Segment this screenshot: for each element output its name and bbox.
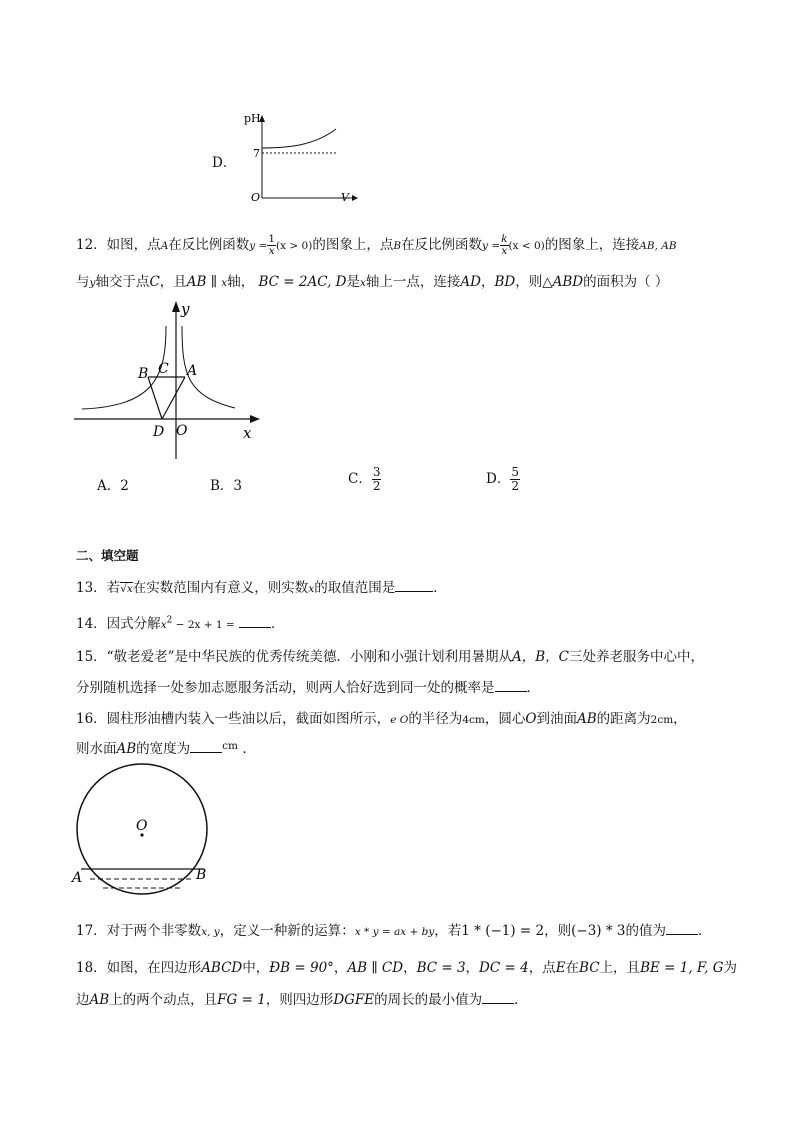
q13-text: 的取值范围是 (314, 580, 396, 596)
q18-text: ，点 (528, 960, 556, 976)
sqrt-expr: √x (120, 583, 133, 595)
answer-blank[interactable] (666, 922, 698, 935)
q16-line2 (76, 737, 256, 757)
q12-fig-a: A (187, 363, 198, 379)
segment-bd: BD (494, 274, 516, 290)
q15-text: 三处养老服务中心中， (568, 649, 704, 665)
q11-ph-graph (240, 110, 370, 210)
option-c-den: 2 (372, 479, 381, 493)
q16-text: ， (673, 711, 687, 727)
eq2-condition: (x < 0) (508, 240, 545, 252)
eq1-lhs: y = (249, 240, 268, 252)
q13-end: ． (433, 580, 447, 596)
eq2-den: x (501, 245, 508, 257)
q16-text: 的半径为 (408, 711, 463, 727)
q12-line2 (76, 270, 668, 290)
q17-text: 的值为 (625, 923, 666, 939)
q12-text: ，则 (515, 274, 543, 290)
q13 (76, 576, 447, 596)
answer-blank[interactable] (190, 740, 222, 753)
eq1-condition: (x > 0) (276, 240, 313, 252)
q15-line2 (76, 676, 540, 696)
eq2-lhs: y = (482, 240, 501, 252)
q18-text: 18．如图，在四边形 (76, 960, 202, 976)
q15-text: 分别随机选择一处参加志愿服务活动，则两人恰好选到同一处的概率是 (76, 680, 495, 696)
eq2-fraction (500, 234, 508, 257)
q12-text: 轴上一点，连接 (365, 274, 461, 290)
eq1-num: 1 (268, 233, 276, 245)
q18-text: 上的两个动点，且 (109, 992, 218, 1008)
answer-blank[interactable] (395, 579, 433, 592)
q18-text: ， (403, 960, 417, 976)
circle-o: e O (390, 714, 409, 726)
segment-ab: AB (576, 711, 597, 727)
parallel-expr: AB ∥ CD (347, 960, 404, 976)
q12-option-b[interactable]: B．3 (210, 478, 243, 494)
q13-text: 在实数范围内有意义，则实数 (132, 580, 309, 596)
q13-text: 13．若 (76, 580, 121, 596)
q12-fig-y: y (181, 300, 190, 318)
q15-letters: A，B，C (511, 649, 569, 665)
expr-sup: 2 (166, 615, 173, 626)
q17-text: ，若 (434, 923, 462, 939)
be-value: BE = 1, F, G (640, 960, 724, 976)
q12-option-a[interactable]: A．2 (97, 478, 129, 494)
q12-text: 的图象上，点 (312, 237, 394, 253)
q12-text: 轴交于点 (95, 274, 150, 290)
q16-fig-b: B (196, 867, 207, 883)
q12-fig-d: D (153, 424, 165, 440)
quad-dgfe: DGFE (333, 992, 375, 1008)
parallel-expr: AB ∥ (186, 274, 217, 290)
answer-blank[interactable] (495, 679, 527, 692)
q14-text: 14．因式分解 (76, 616, 161, 632)
q16-line1 (76, 707, 687, 727)
q15-text: 15．“敬老爱老”是中华民族的优秀传统美德．小刚和小强计划利用暑期从 (76, 649, 512, 665)
distance: 2cm (650, 714, 674, 726)
q12-text: 的面积为（ ） (583, 274, 669, 290)
bc-equation: BC = 2AC, D (258, 274, 347, 290)
x-var: x (308, 583, 315, 595)
q18-text: 上，且 (599, 960, 641, 976)
expr-x: x (160, 619, 167, 631)
q18-text: 为 (723, 960, 738, 976)
q11-y-axis-label: pH (244, 112, 261, 125)
point-a: A (160, 240, 169, 252)
point-b: B (393, 240, 402, 252)
q17-text: 17．对于两个非零数 (76, 923, 202, 939)
section-title: 二、填空题 (76, 548, 139, 563)
q12-text: ， (481, 274, 495, 290)
segment-ad: AD (460, 274, 481, 290)
option-d-fraction (510, 466, 520, 493)
q11-x-axis-label: V (341, 191, 349, 204)
option-d-den: 2 (511, 479, 519, 493)
q18-end: ． (514, 992, 528, 1008)
q16-circle-figure (70, 762, 220, 897)
q11-tick-7: 7 (253, 147, 260, 160)
segment-ab: AB (89, 992, 110, 1008)
q18-text: ，则四边形 (265, 992, 334, 1008)
q12-fig-b: B (138, 366, 149, 382)
q16-text: 到油面 (536, 711, 577, 727)
q12-text: 是 (346, 274, 360, 290)
angle-b: ÐB = 90° (269, 960, 334, 976)
option-c-fraction (372, 466, 382, 493)
q16-end: ． (242, 741, 256, 757)
q14 (76, 612, 285, 632)
q18-text: ， (465, 960, 480, 976)
expr-rest: − 2x + 1 = (172, 619, 235, 631)
q17-text: ，则 (544, 923, 572, 939)
xy-vars: x, y (201, 926, 220, 938)
unit-cm: cm (222, 740, 239, 752)
q16-text: 的宽度为 (136, 741, 191, 757)
q12-option-c[interactable] (348, 466, 381, 493)
triangle-abd: △ABD (542, 274, 584, 290)
q12-number: 12．如图，点 (76, 237, 161, 253)
option-c-num: 3 (372, 465, 381, 479)
q12-text: 与 (76, 274, 90, 290)
q11-option-d-label: D． (212, 155, 237, 171)
point-c: C (149, 274, 160, 290)
q12-line1 (76, 233, 677, 257)
q16-fig-a: A (72, 870, 83, 886)
bc-value: BC = 3 (416, 960, 466, 976)
q12-text: 在反比例函数 (168, 237, 250, 253)
ab-pair: AB, AB (639, 240, 677, 252)
q12-text: ，且 (159, 274, 187, 290)
q12-text: 的图象上，连接 (544, 237, 640, 253)
q18-text: 在 (565, 960, 580, 976)
option-d-label: D． (486, 471, 511, 487)
q16-text: 则水面 (76, 741, 117, 757)
q17-text: ，定义一种新的运算： (219, 923, 355, 939)
option-c-label: C． (348, 471, 372, 487)
q15-line1 (76, 645, 704, 665)
quad-abcd: ABCD (201, 960, 243, 976)
option-d-num: 5 (511, 465, 519, 479)
q15-end: ． (526, 680, 540, 696)
q18-text: 的周长的最小值为 (374, 992, 483, 1008)
q16-text: ，圆心 (484, 711, 526, 727)
q17 (76, 919, 711, 939)
segment-ab: AB (116, 741, 137, 757)
ask-expr: (−3) * 3 (571, 923, 626, 939)
q14-end: ． (271, 616, 285, 632)
q16-text: 的距离为 (596, 711, 651, 727)
operation-def: x * y = ax + by (354, 926, 435, 938)
q18-text: 边 (76, 992, 90, 1008)
dc-value: DC = 4 (479, 960, 529, 976)
q17-end: ． (697, 923, 712, 939)
q16-text: 16．圆柱形油槽内装入一些油以后，截面如图所示， (76, 711, 391, 727)
segment-bc: BC (579, 960, 600, 976)
q18-text: ， (333, 960, 348, 976)
x-var: x (360, 277, 366, 289)
answer-blank[interactable] (482, 991, 514, 1004)
point-e: E (555, 960, 566, 976)
eq2-num: k (501, 233, 508, 245)
center-o: O (525, 711, 537, 727)
q12-fig-o: O (176, 423, 188, 439)
q12-fig-c: C (158, 361, 169, 377)
radius: 4cm (462, 714, 485, 726)
q12-fig-x: x (243, 424, 252, 442)
q12-option-d[interactable] (486, 466, 520, 493)
q11-origin-label: O (251, 191, 261, 204)
q18-line2 (76, 988, 528, 1008)
x-var: x (221, 277, 228, 289)
answer-blank[interactable] (239, 615, 271, 628)
q18-text: 中， (242, 960, 270, 976)
fg-value: FG = 1 (217, 992, 266, 1008)
y-var: y (89, 277, 96, 289)
condition: 1 * (−1) = 2 (461, 923, 545, 939)
q18-line1 (76, 956, 737, 976)
eq1-den: x (268, 245, 275, 257)
q12-hyperbola-figure (70, 296, 270, 466)
q16-fig-o: O (136, 818, 148, 834)
eq1-fraction (267, 234, 276, 257)
q12-text: 轴， (227, 274, 255, 290)
q12-text: 在反比例函数 (401, 237, 483, 253)
